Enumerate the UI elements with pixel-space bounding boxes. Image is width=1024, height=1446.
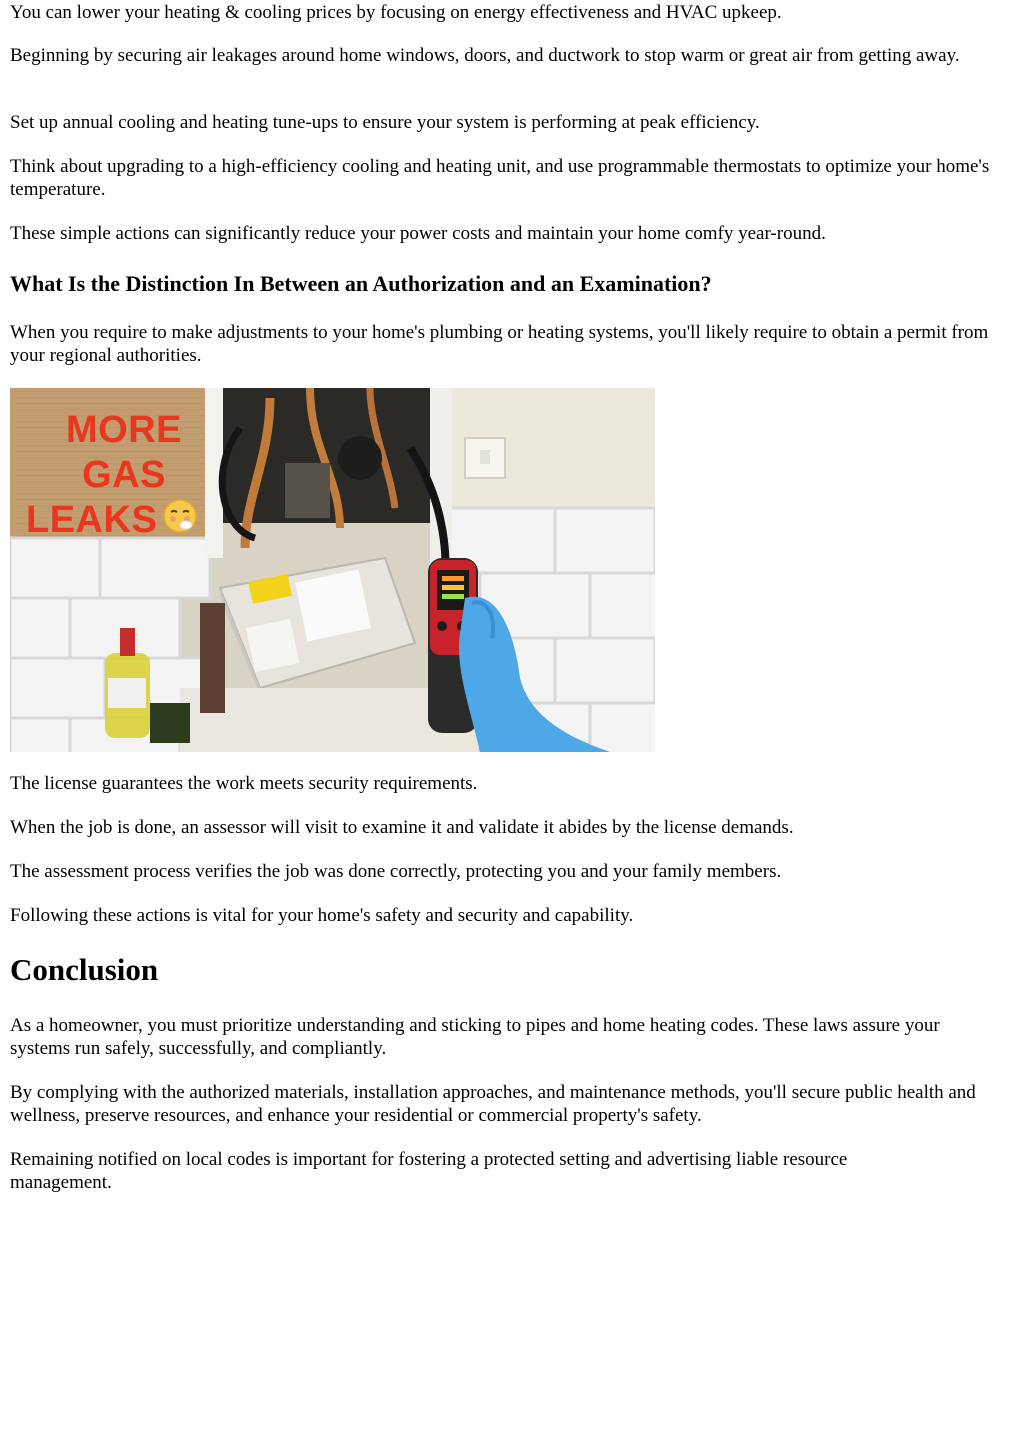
conclusion-paragraph-1: As a homeowner, you must prioritize understanding and sticking to pipes and home heating codes. These laws assure your systems run safely, successfully, and compliantly. bbox=[10, 1015, 940, 1059]
overlay-line-2: GAS bbox=[82, 454, 166, 496]
after-photo-paragraph-2: When the job is done, an assessor will visit to examine it and validate it abides by the license demands. bbox=[10, 817, 794, 838]
intro-paragraph-2: Beginning by securing air leakages around home windows, doors, and ductwork to stop warm or great air from getting away. bbox=[10, 45, 960, 66]
conclusion-paragraph-3: Remaining notified on local codes is important for fostering a protected setting and advertising liable resource management. bbox=[10, 1149, 848, 1193]
section-intro-paragraph: When you require to make adjustments to your home's plumbing or heating systems, you'll likely require to obtain a permit from your regional authorities. bbox=[10, 322, 989, 366]
after-photo-paragraph-4: Following these actions is vital for your home's safety and security and capability. bbox=[10, 905, 634, 926]
overlay-line-1: MORE bbox=[66, 409, 182, 451]
intro-paragraph-4: Think about upgrading to a high-efficiency cooling and heating unit, and use programmable thermostats to optimize your home's temperature. bbox=[10, 156, 990, 200]
conclusion-heading: Conclusion bbox=[10, 952, 159, 987]
conclusion-paragraph-2: By complying with the authorized materials, installation approaches, and maintenance methods, you'll secure public health and wellness, preserve resources, and enhance your residential or commercial property's safety. bbox=[10, 1082, 976, 1126]
intro-paragraph-5: These simple actions can significantly reduce your power costs and maintain your home comfy year-round. bbox=[10, 223, 826, 244]
intro-paragraph-1: You can lower your heating & cooling prices by focusing on energy effectiveness and HVAC upkeep. bbox=[10, 2, 782, 23]
after-photo-paragraph-3: The assessment process verifies the job was done correctly, protecting you and your family members. bbox=[10, 861, 782, 882]
gas-leak-photo bbox=[10, 388, 655, 752]
intro-paragraph-3: Set up annual cooling and heating tune-ups to ensure your system is performing at peak efficiency. bbox=[10, 112, 760, 133]
face-exhaling-icon bbox=[162, 498, 198, 534]
overlay-line-3: LEAKS bbox=[26, 499, 158, 541]
after-photo-paragraph-1: The license guarantees the work meets security requirements. bbox=[10, 773, 478, 794]
section-heading: What Is the Distinction In Between an Authorization and an Examination? bbox=[10, 271, 712, 296]
